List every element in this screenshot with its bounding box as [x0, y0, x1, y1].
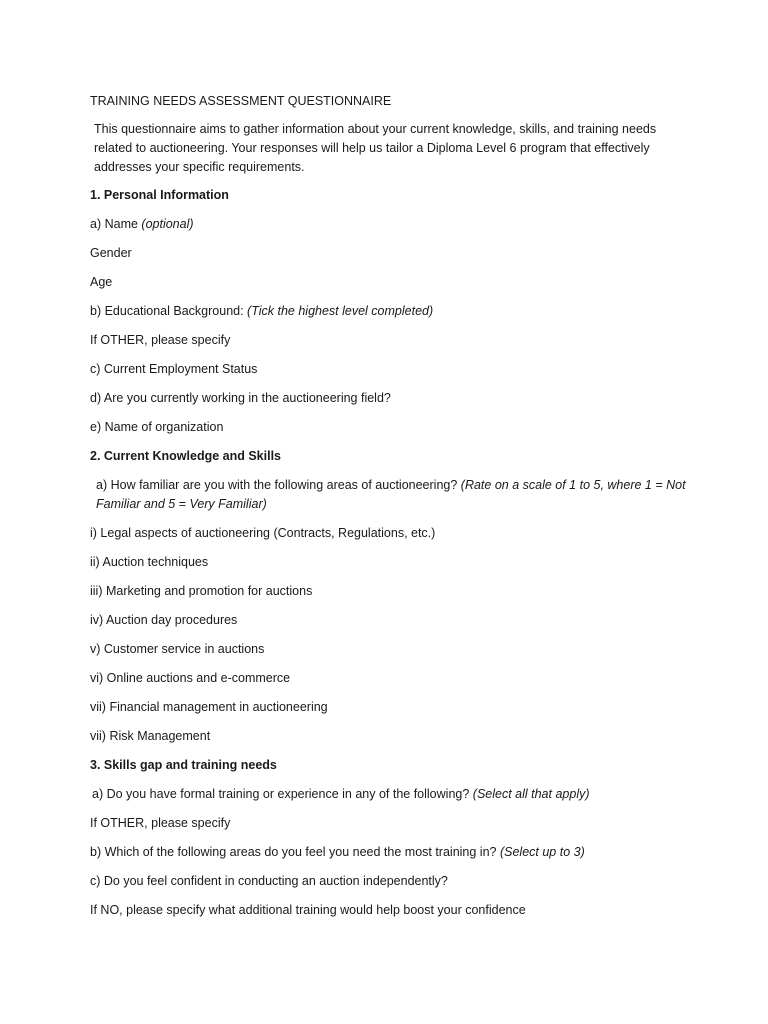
document-title: TRAINING NEEDS ASSESSMENT QUESTIONNAIRE — [90, 94, 392, 108]
gender-question: Gender — [90, 246, 132, 260]
name-question — [90, 215, 690, 234]
section-3-heading: 3. Skills gap and training needs — [90, 758, 277, 772]
knowledge-item: iii) Marketing and promotion for auctions — [90, 584, 313, 598]
training-areas-question — [90, 843, 690, 862]
education-label: b) Educational Background: — [90, 304, 248, 318]
confidence-question: c) Do you feel confident in conducting an auction independently? — [90, 874, 448, 888]
knowledge-item: v) Customer service in auctions — [90, 642, 265, 656]
formal-training-question — [90, 785, 690, 804]
document-body — [90, 92, 690, 930]
name-label: a) Name — [90, 217, 142, 231]
knowledge-item: vi) Online auctions and e-commerce — [90, 671, 291, 685]
training-areas-label: b) Which of the following areas do you feel you need the most training in? — [90, 845, 500, 859]
knowledge-item: vii) Risk Management — [90, 729, 211, 743]
training-areas-note: (Select up to 3) — [499, 845, 585, 859]
intro-paragraph: This questionnaire aims to gather information about your current knowledge, skills, and training needs related to auctioneering. Your responses will help us tailor a Diploma Level 6 program that effectively addresses your specific requirements. — [94, 122, 657, 174]
familiarity-question — [90, 476, 690, 514]
familiarity-label: a) How familiar are you with the following areas of auctioneering? — [96, 478, 461, 492]
organization-question: e) Name of organization — [90, 420, 224, 434]
knowledge-item: i) Legal aspects of auctioneering (Contracts, Regulations, etc.) — [90, 526, 436, 540]
confidence-followup: If NO, please specify what additional training would help boost your confidence — [90, 903, 526, 917]
formal-other-specify: If OTHER, please specify — [90, 816, 231, 830]
knowledge-item: iv) Auction day procedures — [90, 613, 238, 627]
employment-question: c) Current Employment Status — [90, 362, 258, 376]
name-note: (optional) — [141, 217, 194, 231]
familiarity-note: (Rate on a scale of 1 to 5, where 1 = Not Familiar and 5 = Very Familiar) — [96, 478, 686, 511]
formal-training-label: a) Do you have formal training or experience in any of the following? — [92, 787, 473, 801]
education-note: (Tick the highest level completed) — [247, 304, 434, 318]
section-1-heading: 1. Personal Information — [90, 188, 229, 202]
formal-training-note: (Select all that apply) — [472, 787, 590, 801]
knowledge-item: ii) Auction techniques — [90, 555, 209, 569]
knowledge-item: vii) Financial management in auctioneering — [90, 700, 328, 714]
section-2-heading: 2. Current Knowledge and Skills — [90, 449, 282, 463]
education-question — [90, 302, 690, 321]
age-question: Age — [90, 275, 113, 289]
education-other-specify: If OTHER, please specify — [90, 333, 231, 347]
working-field-question: d) Are you currently working in the auctioneering field? — [90, 391, 391, 405]
